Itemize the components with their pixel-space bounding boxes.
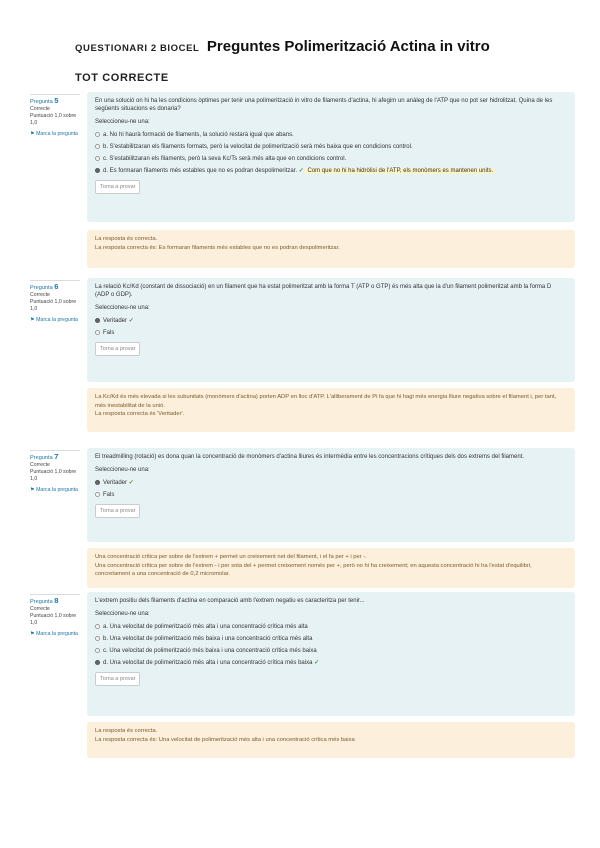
answer-prompt: Seleccioneu-ne una: <box>95 611 150 617</box>
feedback-line: La resposta és correcta. <box>95 236 158 242</box>
question-info: Pregunta 8 Correcte Puntuació 1,0 sobre 1,0 ⚑ Marca la pregunta <box>30 594 80 638</box>
radio-button[interactable] <box>95 624 100 629</box>
result-status: TOT CORRECTE <box>75 72 169 84</box>
page-title <box>75 38 490 56</box>
feedback-box <box>87 388 575 432</box>
check-icon: ✓ <box>314 660 320 666</box>
try-again-button[interactable]: Torna a provar <box>95 504 140 518</box>
feedback-line: La resposta correcta és: Una velocitat de polimerització més alta i una concentració crítica més baixa <box>95 736 355 743</box>
flag-icon: ⚑ <box>30 317 35 323</box>
question-text: L'extrem positiu dels filaments d'actina en comparació amb l'extrem negatiu es caracteritza per tenir... <box>95 598 365 604</box>
feedback-box <box>87 722 575 758</box>
answer-option[interactable]: Fals <box>95 327 567 339</box>
check-icon: ✓ <box>128 318 134 324</box>
question-info: Pregunta 7 Correcte Puntuació 1,0 sobre 1,0 ⚑ Marca la pregunta <box>30 450 80 494</box>
question-state: Correcte <box>30 106 50 112</box>
question-content <box>87 448 575 542</box>
flag-question-link[interactable]: ⚑ Marca la pregunta <box>30 131 78 137</box>
flag-question-link[interactable]: ⚑ Marca la pregunta <box>30 487 78 493</box>
question-state: Correcte <box>30 462 50 468</box>
answer-option[interactable]: Fals <box>95 489 567 501</box>
flag-icon: ⚑ <box>30 487 35 493</box>
question-info: Pregunta 5 Correcte Puntuació 1,0 sobre 1,0 ⚑ Marca la pregunta <box>30 94 80 138</box>
radio-button[interactable] <box>95 636 100 641</box>
answer-option[interactable]: b. Una velocitat de polimerització més baixa i una concentració crítica més alta <box>95 633 567 645</box>
question-text: El treadmilling (rotació) es dona quan la concentració de monòmers d'actina lliures és intermèdia entre les concentracions crítiques dels dos extrems del filament. <box>95 454 525 460</box>
question-text: En una solució on hi ha les condicions òptimes per tenir una polimerització in vitro de filaments d'actina, hi afegim un anàleg de l'ATP que no pot ser hidrolitzat. Quina de les següents situacions es donaria? <box>95 98 553 112</box>
answer-option-selected[interactable]: d. Es formaran filaments més estables que no es podran despolimeritzar. ✓ Com que no hi ha hidròlisi de l'ATP, els monòmers es mantenen units. <box>95 165 567 177</box>
question-state: Correcte <box>30 292 50 298</box>
answer-option[interactable]: a. Una velocitat de polimerització més alta i una concentració crítica més alta <box>95 621 567 633</box>
answer-option-selected[interactable]: Veritader ✓ <box>95 315 567 327</box>
question-content <box>87 92 575 222</box>
question-text: La relació Kc/Kd (constant de dissociació) en un filament que ha estat polimeritzat amb la forma T (ATP o GTP) és més alta que la d'un filament polimeritzat amb la forma D (ADP o GDP). <box>95 284 552 298</box>
feedback-line: La resposta és correcta. <box>95 728 158 734</box>
question-score: Puntuació 1,0 sobre 1,0 <box>30 113 77 126</box>
question-score: Puntuació 1,0 sobre 1,0 <box>30 613 77 626</box>
radio-button[interactable] <box>95 648 100 653</box>
try-again-button[interactable]: Torna a provar <box>95 672 140 686</box>
radio-button[interactable] <box>95 132 100 137</box>
feedback-box <box>87 548 575 588</box>
try-again-button[interactable]: Torna a provar <box>95 180 140 194</box>
answer-prompt: Seleccioneu-ne una: <box>95 119 150 125</box>
answer-prompt: Seleccioneu-ne una: <box>95 467 150 473</box>
flag-icon: ⚑ <box>30 131 35 137</box>
radio-button-checked[interactable] <box>95 168 100 173</box>
answer-option[interactable]: c. Una velocitat de polimerització més baixa i una concentració crítica més baixa <box>95 645 567 657</box>
question-content <box>87 592 575 716</box>
question-content <box>87 278 575 382</box>
question-info: Pregunta 6 Correcte Puntuació 1,0 sobre 1,0 ⚑ Marca la pregunta <box>30 280 80 324</box>
feedback-line: La Kc/Kd és més elevada si les subunitats (monòmers d'actina) porten ADP en lloc d'ATP. L'alliberament de Pi fa que hi hagi més energia lliure negativa sobre el filament i, per tant, més inestabilitat de la unió. <box>95 394 557 409</box>
flag-icon: ⚑ <box>30 631 35 637</box>
flag-question-link[interactable]: ⚑ Marca la pregunta <box>30 317 78 323</box>
feedback-line: Una concentració crítica per sobre de l'extrem + permet un creixement net del filament, i el fa per + i per -. <box>95 554 367 560</box>
answer-option[interactable]: c. S'estabilitzaran els filaments, però la seva Kc/Ts serà més alta que en condicions control. <box>95 153 567 165</box>
radio-button[interactable] <box>95 156 100 161</box>
radio-button-checked[interactable] <box>95 660 100 665</box>
feedback-line: Una concentració crítica per sobre de l'extrem - i per sota del + permet creixement només per +, però no hi ha creixement; en aquesta concentració hi ha l'estat d'equilibri, concretament a una concentració de 0,2 micromolar. <box>95 562 532 577</box>
answer-option-selected[interactable]: Veritader ✓ <box>95 477 567 489</box>
try-again-button[interactable]: Torna a provar <box>95 342 140 356</box>
question-score: Puntuació 1,0 sobre 1,0 <box>30 469 77 482</box>
course-name: QUESTIONARI 2 BIOCEL <box>75 43 200 54</box>
quiz-title: Preguntes Polimerització Actina in vitro <box>206 38 490 55</box>
answer-option[interactable]: a. No hi haurà formació de filaments, la solució restarà igual que abans. <box>95 129 567 141</box>
answer-option[interactable]: b. S'estabilitzaran els filaments formats, però la velocitat de polimerització serà més baixa que en condicions control. <box>95 141 567 153</box>
feedback-box <box>87 230 575 268</box>
radio-button[interactable] <box>95 144 100 149</box>
radio-button-checked[interactable] <box>95 318 100 323</box>
check-icon: ✓ <box>298 168 304 174</box>
answer-note: Com que no hi ha hidròlisi de l'ATP, els monòmers es mantenen units. <box>307 168 494 174</box>
radio-button[interactable] <box>95 492 100 497</box>
check-icon: ✓ <box>128 480 134 486</box>
radio-button[interactable] <box>95 330 100 335</box>
answer-option-selected[interactable]: d. Una velocitat de polimerització més alta i una concentració crítica més baixa ✓ <box>95 657 567 669</box>
question-state: Correcte <box>30 606 50 612</box>
feedback-line: La resposta correcta és 'Veritader'. <box>95 411 185 417</box>
question-score: Puntuació 1,0 sobre 1,0 <box>30 299 77 312</box>
answer-prompt: Seleccioneu-ne una: <box>95 305 150 311</box>
flag-question-link[interactable]: ⚑ Marca la pregunta <box>30 631 78 637</box>
radio-button-checked[interactable] <box>95 480 100 485</box>
feedback-line: La resposta correcta és: Es formaran filaments més estables que no es podran despolimeritzar. <box>95 244 340 251</box>
